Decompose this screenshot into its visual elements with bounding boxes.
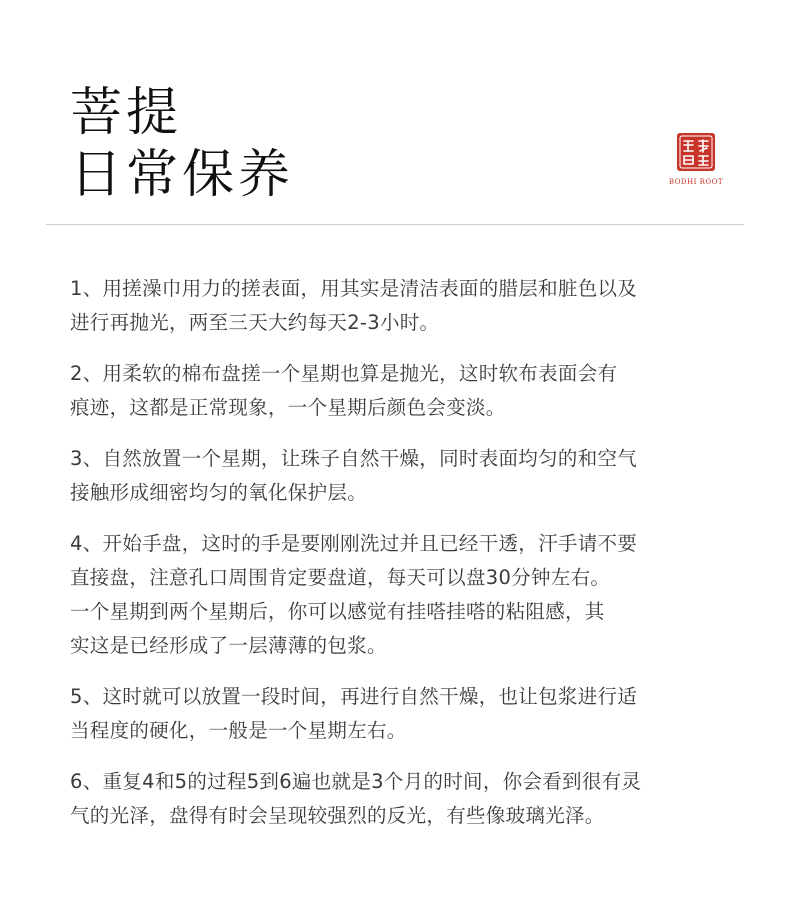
text-line: 3、自然放置一个星期，让珠子自然干燥，同时表面均匀的和空气 [70,447,638,470]
title-line-2: 日常保养 [70,145,295,205]
seal-caption: BODHI ROOT [668,178,724,186]
text-line: 2、用柔软的棉布盘搓一个星期也算是抛光，这时软布表面会有 [70,362,618,385]
instruction-paragraph-2 [70,357,730,425]
text-line: 直接盘，注意孔口周围肯定要盘道，每天可以盘30分钟左右。 [70,566,611,589]
text-line: 实这是已经形成了一层薄薄的包浆。 [70,634,387,657]
title-line-1: 菩提 [70,83,183,143]
instruction-paragraph-4 [70,527,730,663]
instruction-paragraph-3 [70,442,730,510]
seal-stamp-icon [676,132,716,172]
text-line: 4、开始手盘，这时的手是要刚刚洗过并且已经干透，汗手请不要 [70,532,638,555]
text-line: 5、这时就可以放置一段时间，再进行自然干燥，也让包浆进行适 [70,685,638,708]
text-line: 1、用搓澡巾用力的搓表面，用其实是清洁表面的腊层和脏色以及 [70,277,638,300]
text-line: 进行再抛光，两至三天大约每天2-3小时。 [70,311,440,334]
text-line: 当程度的硬化，一般是一个星期左右。 [70,719,407,742]
text-line: 痕迹，这都是正常现象，一个星期后颜色会变淡。 [70,396,506,419]
instruction-paragraph-1 [70,272,730,340]
instruction-paragraph-6 [70,765,730,833]
header-divider [46,224,744,225]
brand-seal [664,132,728,186]
page-title [70,82,294,206]
care-instructions [70,272,730,850]
instruction-paragraph-5 [70,680,730,748]
text-line: 气的光泽，盘得有时会呈现较强烈的反光，有些像玻璃光泽。 [70,804,605,827]
text-line: 接触形成细密均匀的氧化保护层。 [70,481,368,504]
text-line: 一个星期到两个星期后，你可以感觉有挂嗒挂嗒的粘阻感，其 [70,600,605,623]
text-line: 6、重复4和5的过程5到6遍也就是3个月的时间，你会看到很有灵 [70,770,642,793]
